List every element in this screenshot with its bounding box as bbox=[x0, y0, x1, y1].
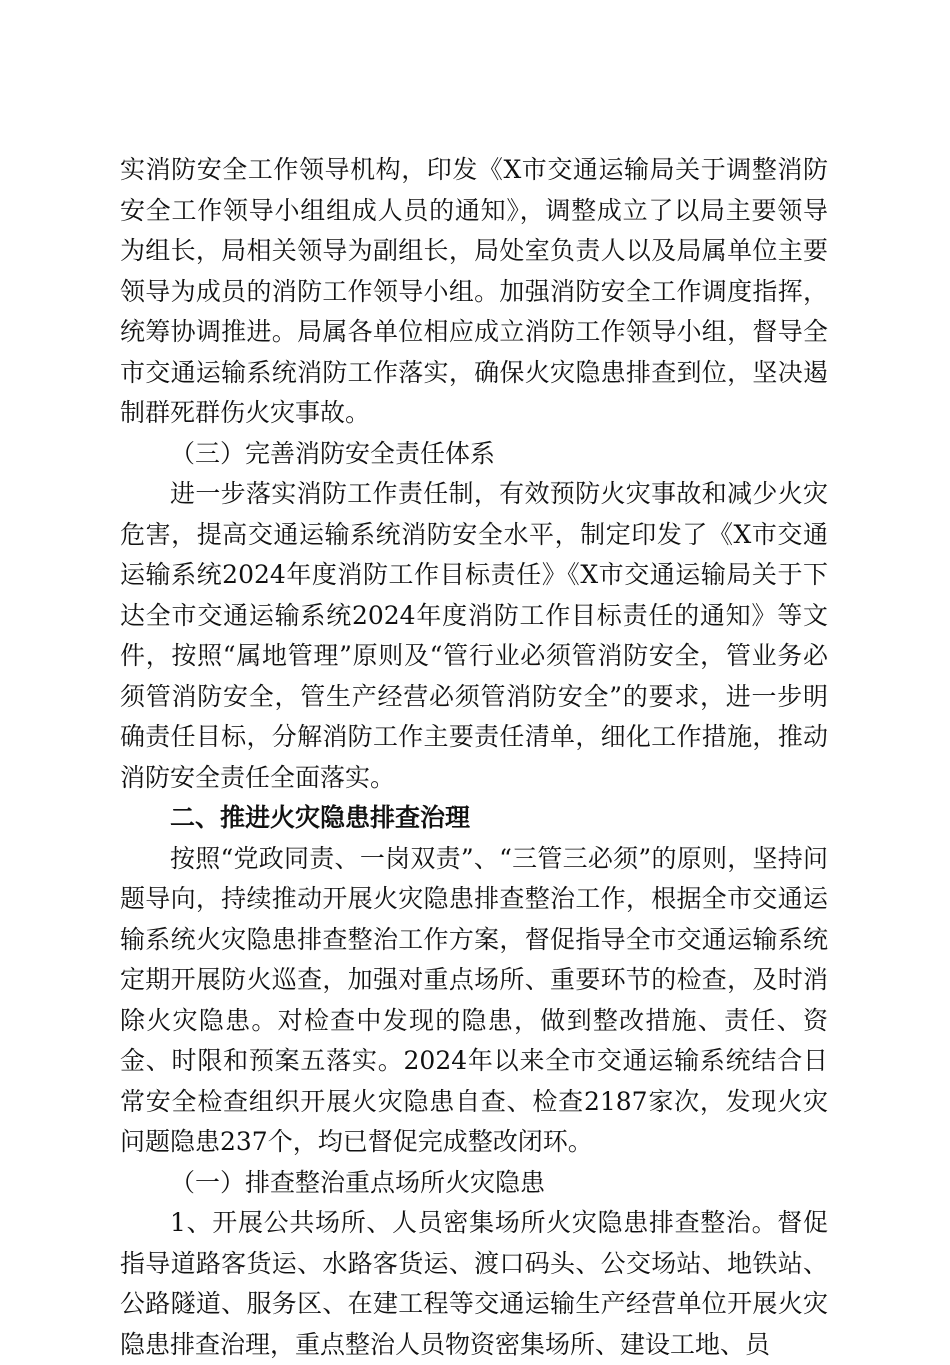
section-heading-hazard-inspection: 二、推进火灾隐患排查治理 bbox=[170, 803, 471, 832]
paragraph-responsibility-system: 进一步落实消防工作责任制，有效预防火灾事故和减少火灾危害，提高交通运输系统消防安全水平，制定印发了《X市交通运输系统2024年度消防工作目标责任》《X市交通运输局关于下达全市交通运输系统2024年度消防工作目标责任的通知》等文件，按照“属地管理”原则及“管行业必须管消防安全，管业务必须管消防安全，管生产经营必须管消防安全”的要求，进一步明确责任目标，分解消防工作主要责任清单，细化工作措施，推动消防安全责任全面落实。 bbox=[120, 479, 828, 792]
paragraph-hazard-inspection: 按照“党政同责、一岗双责”、“三管三必须”的原则，坚持问题导向，持续推动开展火灾隐患排查整治工作，根据全市交通运输系统火灾隐患排查整治工作方案，督促指导全市交通运输系统定期开展防火巡查，加强对重点场所、重要环节的检查，及时消除火灾隐患。对检查中发现的隐患，做到整改措施、责任、资金、时限和预案五落实。2024年以来全市交通运输系统结合日常安全检查组织开展火灾隐患自查、检查2187家次，发现火灾问题隐患237个，均已督促完成整改闭环。 bbox=[120, 843, 828, 1156]
subheading-key-places: （一）排查整治重点场所火灾隐患 bbox=[170, 1167, 546, 1197]
continuation-paragraph: 实消防安全工作领导机构，印发《X市交通运输局关于调整消防安全工作领导小组组成人员的通知》，调整成立了以局主要领导为组长，局相关领导为副组长，局处室负责人以及局属单位主要领导为成员的消防工作领导小组。加强消防安全工作调度指挥，统筹协调推进。局属各单位相应成立消防工作领导小组，督导全市交通运输系统消防工作落实，确保火灾隐患排查到位，坚决遏制群死群伤火灾事故。 bbox=[120, 155, 828, 427]
document-body bbox=[120, 150, 828, 1365]
subheading-responsibility-system: （三）完善消防安全责任体系 bbox=[170, 438, 496, 468]
paragraph-public-places: 1、开展公共场所、人员密集场所火灾隐患排查整治。督促指导道路客货运、水路客货运、渡口码头、公交场站、地铁站、公路隧道、服务区、在建工程等交通运输生产经营单位开展火灾隐患排查治理，重点整治人员物资密集场所、建设工地、员 bbox=[120, 1208, 828, 1359]
